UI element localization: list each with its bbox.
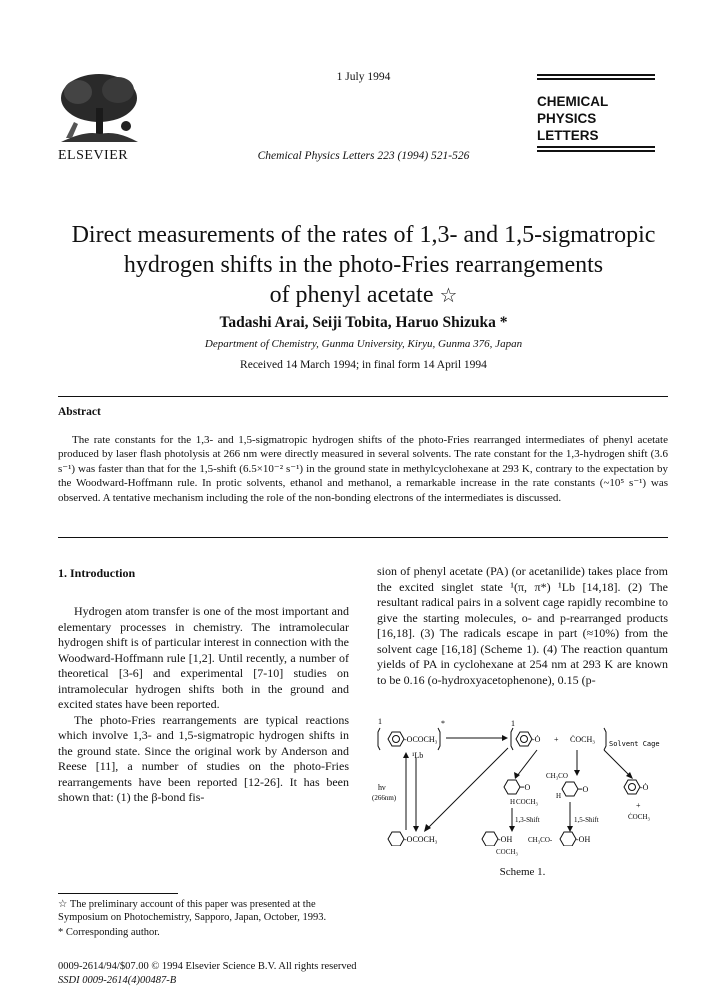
- benzene-ring: [562, 782, 578, 796]
- scheme-label: 1,5-Shift: [574, 816, 599, 824]
- scheme-label: CH₃CO: [546, 772, 568, 780]
- scheme-label: 1,3-Shift: [515, 816, 540, 824]
- copyright-line: 0009-2614/94/$07.00 © 1994 Elsevier Science B.V. All rights reserved: [58, 961, 357, 972]
- benzene-ring-inner: [629, 784, 636, 791]
- bracket: [438, 728, 440, 750]
- footnote-corresponding: * Corresponding author.: [58, 927, 160, 938]
- scheme-label: H: [510, 798, 516, 806]
- title-footnote-mark: ☆: [439, 285, 458, 307]
- svg-text:=O: =O: [578, 785, 589, 794]
- arrow: [426, 748, 508, 830]
- publisher-name: ELSEVIER: [58, 148, 129, 163]
- footnote-rule: [58, 893, 178, 894]
- benzene-ring: [624, 780, 640, 794]
- scheme-label: -OH: [576, 835, 591, 844]
- scheme-label: Solvent Cage: [609, 740, 660, 748]
- arrowhead: [403, 752, 409, 758]
- bracket: [604, 728, 606, 750]
- title-line: hydrogen shifts in the photo-Fries rearrangements: [123, 252, 604, 278]
- intro-left-column: [58, 604, 349, 806]
- scheme-label: (266nm): [372, 794, 397, 802]
- abstract-text: The rate constants for the 1,3- and 1,5-sigmatropic hydrogen shifts of the photo-Fries rearranged intermediates of phenyl acetate produced by laser flash photolysis at 266 nm were directly measured in several solvents. The rate constant for the 1,3-hydrogen shift (3.6 s⁻¹) was faster than that for the 1,5-shift (6.5×10⁻² s⁻¹) in the ground state in methylcyclohexane at 293 K, contrary to the expectation by the Woodward-Hoffmann rule. In protic solvents, ethanol and methanol, a remarkable increase in the rate constants (~10⁵ s⁻¹) was observed. A tentative mechanism including the role of the non-bonding electrons of the intermediates is discussed.: [58, 434, 668, 504]
- scheme-label: CH₃CO-: [528, 836, 553, 844]
- title-line: of phenyl acetate: [269, 282, 434, 308]
- benzene-ring: [516, 732, 532, 746]
- svg-text:H: H: [556, 792, 562, 800]
- arrowhead: [413, 826, 419, 832]
- scheme-label: ¹Lb: [412, 751, 424, 760]
- scheme-label: COCH₃: [496, 848, 518, 856]
- arrowhead: [502, 735, 508, 741]
- affiliation: Department of Chemistry, Gunma University, Kiryu, Gunma 376, Japan: [204, 338, 523, 350]
- scheme-label: -OCOCH₃: [404, 735, 438, 744]
- svg-text:*: *: [441, 719, 445, 728]
- journal-rule-bottom-2: [537, 150, 655, 152]
- arrowhead: [567, 826, 573, 832]
- arrow: [604, 750, 630, 776]
- scheme-label: -Ȯ: [532, 735, 541, 744]
- scheme-label: 1: [378, 718, 382, 726]
- arrowhead: [574, 770, 580, 776]
- paragraph: The photo-Fries rearrangements are typical reactions which involve 1,3- and 1,5-sigmatropic hydrogen shifts in the ground state. Since the original work by Anderson and Reese [11], a number of studies on the photo-Fries rearrangements have been reported [12-26]. It has been shown that: (1) the β-bond fis-: [58, 712, 349, 804]
- scheme-label: +: [636, 801, 641, 810]
- arrow: [517, 750, 537, 776]
- journal-rule-top-2: [537, 78, 655, 80]
- journal-citation: Chemical Physics Letters 223 (1994) 521-526: [257, 150, 470, 162]
- arrowhead: [509, 826, 515, 832]
- benzene-ring: [504, 780, 520, 794]
- footnote-star: ☆ The preliminary account of this paper was presented at the Symposium on Photochemistry, Sapporo, Japan, October, 1993.: [58, 899, 327, 923]
- benzene-ring: [482, 832, 498, 846]
- title-line: Direct measurements of the rates of 1,3- and 1,5-sigmatropic: [71, 222, 656, 248]
- arrowhead: [424, 824, 431, 832]
- benzene-ring-inner: [521, 736, 528, 743]
- section-heading: 1. Introduction: [58, 566, 136, 580]
- article-title: [40, 220, 687, 311]
- ssdi-line: SSDI 0009-2614(4)00487-B: [58, 975, 177, 986]
- journal-rule-bottom: [537, 146, 655, 148]
- bracket: [511, 728, 513, 750]
- scheme-label: -OH: [498, 835, 513, 844]
- journal-name: [537, 93, 655, 144]
- benzene-ring: [560, 832, 576, 846]
- benzene-ring: [388, 832, 404, 846]
- bracket: [378, 728, 380, 750]
- journal-name-line: LETTERS: [537, 128, 599, 143]
- abstract-heading: Abstract: [58, 406, 101, 418]
- scheme-label: COCH₃: [516, 798, 538, 806]
- received-dates: Received 14 March 1994; in final form 14 April 1994: [240, 359, 487, 371]
- journal-name-line: PHYSICS: [537, 111, 597, 126]
- abstract-rule-top: [58, 396, 668, 397]
- scheme-1-diagram: [372, 718, 672, 846]
- scheme-label: 1: [511, 719, 515, 728]
- authors: Tadashi Arai, Seiji Tobita, Haruo Shizuka *: [219, 314, 508, 331]
- benzene-ring: [388, 732, 404, 746]
- issue-date: 1 July 1994: [336, 71, 391, 83]
- scheme-label: hν: [378, 783, 386, 792]
- scheme-label: +: [554, 735, 559, 744]
- svg-text:=O: =O: [520, 783, 531, 792]
- scheme-label: -Ȯ: [640, 783, 649, 792]
- scheme-caption: Scheme 1.: [499, 866, 546, 878]
- scheme-label: -OCOCH₃: [404, 835, 438, 844]
- benzene-ring-inner: [393, 736, 400, 743]
- elsevier-tree-logo: [56, 72, 142, 146]
- journal-name-line: CHEMICAL: [537, 94, 609, 109]
- paragraph: Hydrogen atom transfer is one of the most important and elementary processes in chemistry. The intramolecular hydrogen shift is of particular interest in connection with the Woodward-Hoffmann rule [1,2]. Until recently, a number of theoretical [3-6] and experimental [7-10] studies on intramolecular hydrogen shifts both in the ground and excited states have been reported.: [58, 604, 349, 711]
- intro-right-column: sion of phenyl acetate (PA) (or acetanilide) takes place from the excited singlet state ¹(π, π*) ¹Lb [14,18]. (2) The resultant radical pairs in a solvent cage rapidly recombine to give the starting molecules, o- and p-rearranged products [16,18]. (3) The radicals escape in part (≈10%) from the solvent cage [16,18] (Scheme 1). (4) The reaction quantum yields of PA in cyclohexane at 254 nm at 293 K are known to be 0.16 (o-hydroxyacetophenone), 0.15 (p-: [377, 564, 668, 687]
- abstract-rule-bottom: [58, 537, 668, 538]
- scheme-label: ĊOCH₃: [628, 813, 650, 821]
- title-line-last: [40, 280, 687, 311]
- journal-rule-top: [537, 74, 655, 76]
- scheme-label: ĊOCH₃: [570, 735, 596, 744]
